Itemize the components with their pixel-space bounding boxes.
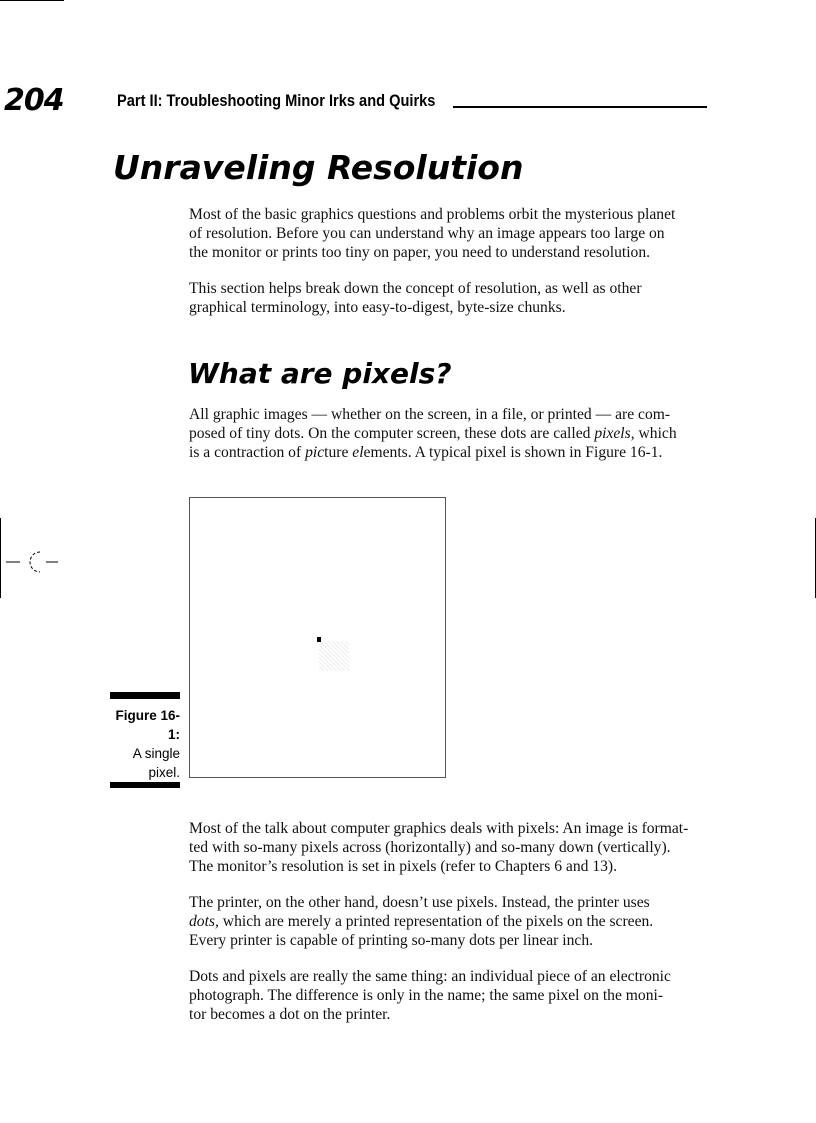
header-rule: [453, 106, 707, 108]
caption-bar: [110, 782, 180, 788]
emphasis-term: pic: [305, 444, 325, 461]
corner-crop-rule: [0, 0, 64, 1]
intro-paragraph: [189, 205, 714, 262]
text-line: The monitor’s resolution is set in pixels (refer to Chapters 6 and 13).: [189, 858, 618, 875]
text-line: All graphic images — whether on the screen, in a file, or printed — are com-: [189, 406, 671, 423]
page-number: 204: [4, 83, 64, 118]
text-line: The printer, on the other hand, doesn’t use pixels. Instead, the printer uses: [189, 894, 650, 911]
text-line: Every printer is capable of printing so-many dots per linear inch.: [189, 932, 594, 949]
overview-paragraph: [189, 279, 714, 317]
registration-mark-icon: [6, 548, 62, 578]
text-line: Most of the talk about computer graphics deals with pixels: An image is format-: [189, 820, 689, 837]
graphics-paragraph: [189, 819, 714, 876]
caption-text: A single: [132, 746, 180, 761]
dots-pixels-paragraph: [189, 967, 714, 1024]
figure-label: Figure 16-1:: [115, 708, 180, 742]
text-line: the monitor or prints too tiny on paper, you need to understand resolution.: [189, 244, 651, 261]
text-run: which: [634, 425, 677, 442]
text-line: of resolution. Before you can understand why an image appears too large on: [189, 225, 665, 242]
text-line: ted with so-many pixels across (horizontally) and so-many down (vertically).: [189, 839, 671, 856]
text-line: [189, 443, 714, 462]
figure-image: [189, 497, 446, 778]
caption-text: pixel.: [148, 765, 180, 780]
figure-caption: [110, 706, 180, 782]
section-title: Unraveling Resolution: [113, 148, 524, 187]
left-edge-rule: [0, 518, 1, 598]
text-line: [189, 424, 714, 443]
subsection-title: What are pixels?: [188, 357, 452, 390]
printer-paragraph: [189, 893, 714, 950]
caption-bar: [110, 692, 180, 699]
text-line: [189, 912, 714, 931]
text-line: Dots and pixels are really the same thing: an individual piece of an electronic: [189, 968, 671, 985]
emphasis-term: el: [352, 444, 364, 461]
text-run: ements. A typical pixel is shown in Figure 16-1.: [363, 444, 663, 461]
pixels-paragraph: [189, 405, 714, 462]
running-head: Part II: Troubleshooting Minor Irks and Quirks: [117, 91, 436, 110]
text-line: graphical terminology, into easy-to-digest, byte-size chunks.: [189, 299, 566, 316]
emphasis-term: pixels,: [594, 425, 635, 442]
text-run: is a contraction of: [189, 444, 306, 461]
pixel-antialias-shadow: [319, 641, 349, 671]
text-run: posed of tiny dots. On the computer screen, these dots are called: [189, 425, 595, 442]
text-line: tor becomes a dot on the printer.: [189, 1006, 391, 1023]
text-line: This section helps break down the concept of resolution, as well as other: [189, 280, 642, 297]
text-run: which are merely a printed representation of the pixels on the screen.: [218, 913, 654, 930]
text-run: ture: [324, 444, 353, 461]
single-pixel: [317, 637, 321, 642]
text-line: Most of the basic graphics questions and problems orbit the mysterious planet: [189, 206, 676, 223]
text-line: photograph. The difference is only in the name; the same pixel on the moni-: [189, 987, 664, 1004]
page-header: [0, 84, 816, 118]
emphasis-term: dots,: [189, 913, 219, 930]
